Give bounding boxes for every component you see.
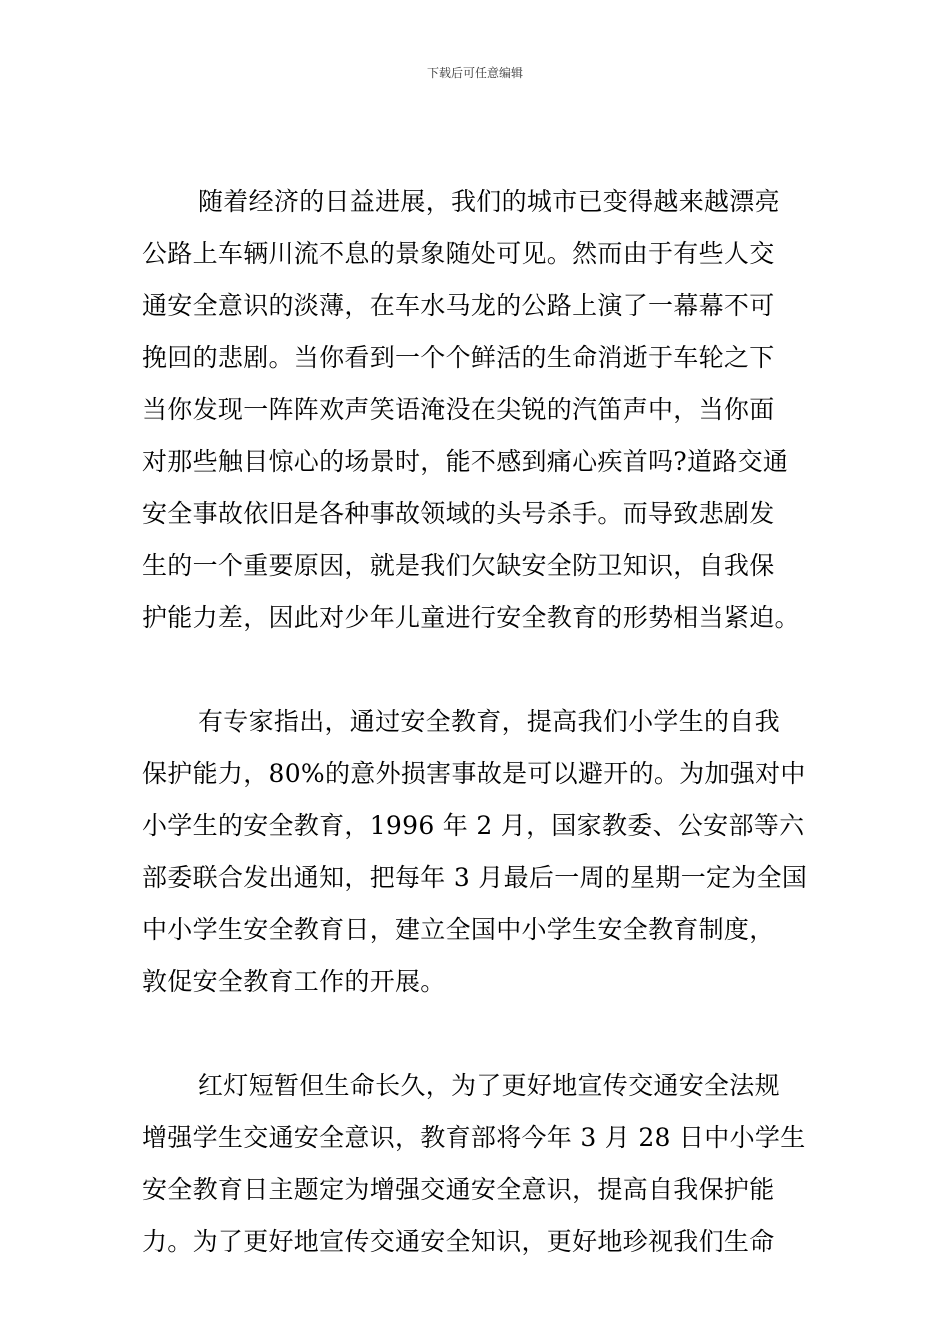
paragraph-line: 保护能力，80%的意外损害事故是可以避开的。为加强对中 <box>142 759 806 788</box>
paragraph-line: 红灯短暂但生命长久，为了更好地宣传交通安全法规 <box>198 1071 780 1100</box>
paragraph-line: 增强学生交通安全意识，教育部将今年 3 月 28 日中小学生 <box>142 1123 806 1152</box>
paragraph-2 <box>142 696 808 1008</box>
paragraph-spacer <box>142 1008 808 1060</box>
paragraph-1 <box>142 176 808 644</box>
paragraph-spacer <box>142 644 808 696</box>
paragraph-line: 通安全意识的淡薄，在车水马龙的公路上演了一幕幕不可 <box>142 291 775 320</box>
paragraph-line: 挽回的悲剧。当你看到一个个鲜活的生命消逝于车轮之下 <box>142 343 775 372</box>
paragraph-line: 安全教育日主题定为增强交通安全意识，提高自我保护能 <box>142 1175 775 1204</box>
paragraph-line: 随着经济的日益进展，我们的城市已变得越来越漂亮 <box>198 187 780 216</box>
document-body <box>142 176 808 1268</box>
page-header: 下载后可任意编辑 <box>426 66 523 80</box>
paragraph-3 <box>142 1060 808 1268</box>
paragraph-line: 中小学生安全教育日，建立全国中小学生安全教育制度， <box>142 915 775 944</box>
paragraph-line: 对那些触目惊心的场景时，能不感到痛心疾首吗?道路交通 <box>142 447 789 476</box>
paragraph-line: 小学生的安全教育，1996 年 2 月，国家教委、公安部等六 <box>142 811 805 840</box>
paragraph-line: 生的一个重要原因，就是我们欠缺安全防卫知识，自我保 <box>142 551 775 580</box>
paragraph-line: 部委联合发出通知，把每年 3 月最后一周的星期一定为全国 <box>142 863 808 892</box>
paragraph-line: 有专家指出，通过安全教育，提高我们小学生的自我 <box>198 707 780 736</box>
paragraph-line: 力。为了更好地宣传交通安全知识，更好地珍视我们生命 <box>142 1227 775 1256</box>
paragraph-line: 护能力差，因此对少年儿童进行安全教育的形势相当紧迫。 <box>142 603 800 632</box>
paragraph-line: 敦促安全教育工作的开展。 <box>142 967 446 996</box>
paragraph-line: 安全事故依旧是各种事故领域的头号杀手。而导致悲剧发 <box>142 499 775 528</box>
paragraph-line: 公路上车辆川流不息的景象随处可见。然而由于有些人交 <box>142 239 775 268</box>
paragraph-line: 当你发现一阵阵欢声笑语淹没在尖锐的汽笛声中，当你面 <box>142 395 775 424</box>
